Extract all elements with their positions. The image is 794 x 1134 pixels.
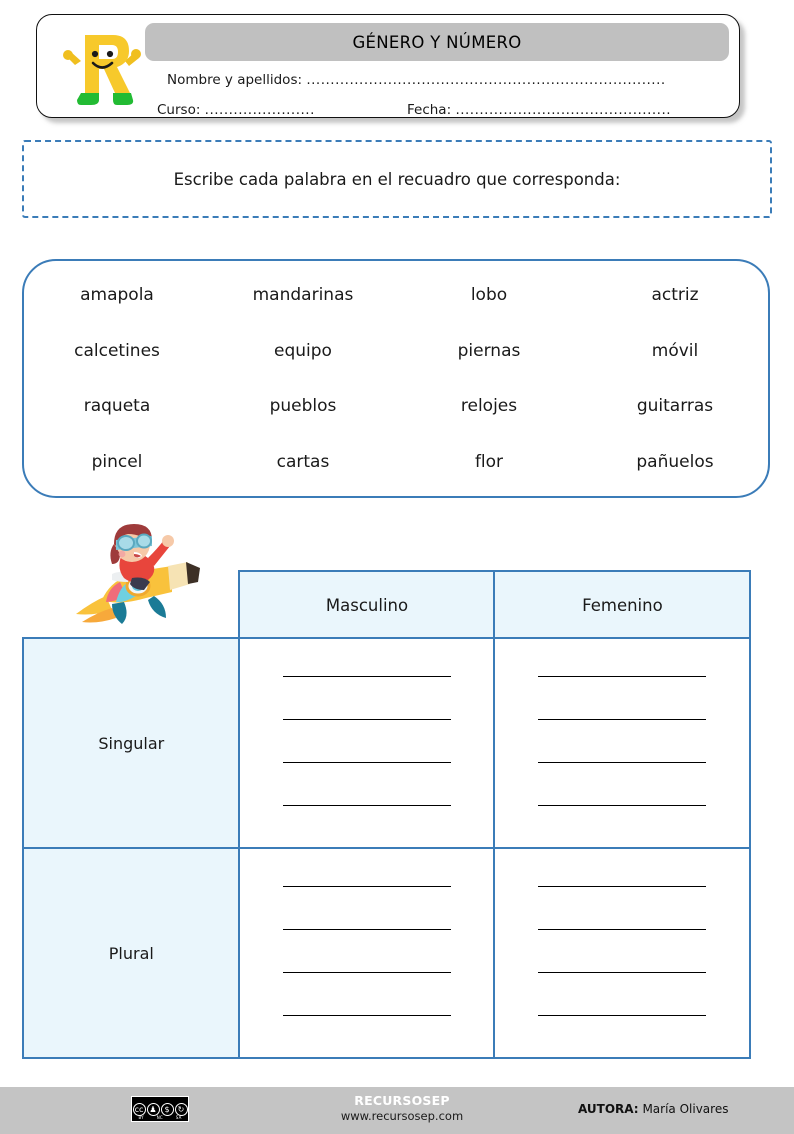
course-dotted-line: ....................... [204,102,315,118]
student-name-field[interactable] [167,72,666,88]
instruction-text: Escribe cada palabra en el recuadro que corresponda: [173,169,621,189]
word-bank-row [24,267,768,323]
word-item[interactable]: actriz [651,284,699,305]
writing-line[interactable] [538,719,706,720]
author-name: María Olivares [642,1102,729,1116]
word-item[interactable]: lobo [470,284,508,305]
writing-line[interactable] [283,972,451,973]
cc-sa-icon: ↻ [175,1103,188,1116]
writing-line[interactable] [283,886,451,887]
brand-url[interactable]: www.recursosep.com [340,1109,464,1123]
word-item[interactable]: pañuelos [636,452,714,473]
table-column-header-masculino [238,570,496,640]
word-item[interactable]: equipo [274,340,332,361]
word-item[interactable]: calcetines [74,340,160,361]
answer-cell-singular-femenino[interactable] [493,637,751,849]
word-bank [22,259,770,498]
writing-line[interactable] [283,1015,451,1016]
table-column-header-femenino [493,570,751,640]
cc-symbol-group [133,1103,188,1116]
cc-by-icon: ♟ [147,1103,160,1116]
table-row-plural [22,847,749,1059]
answer-cell-singular-masculino[interactable] [238,637,496,849]
word-bank-row [24,434,768,490]
cc-letter-nc: NC [156,1115,163,1120]
table-row-singular [22,637,749,849]
word-item[interactable]: guitarras [636,396,714,417]
worksheet-header-card [36,14,740,118]
column-header-label: Masculino [325,595,409,615]
word-item[interactable]: raqueta [83,396,151,417]
word-item[interactable]: pincel [91,452,143,473]
cc-letter-sa: SA [175,1115,182,1120]
cc-icon: cc [133,1103,146,1116]
page-footer [0,1086,794,1134]
writing-line[interactable] [283,676,451,677]
course-label: Curso: [157,102,201,118]
word-item[interactable]: mandarinas [252,284,354,305]
table-row-header-plural [22,847,241,1059]
footer-brand [297,1093,507,1124]
word-item[interactable]: pueblos [269,396,337,417]
word-item[interactable]: amapola [80,284,154,305]
footer-author [578,1102,728,1116]
table-row-header-singular [22,637,241,849]
cc-letter-by: BY [138,1115,144,1120]
instruction-box [22,140,772,218]
writing-line[interactable] [283,929,451,930]
answer-cell-plural-femenino[interactable] [493,847,751,1059]
writing-line[interactable] [538,762,706,763]
answer-cell-plural-masculino[interactable] [238,847,496,1059]
recursosep-letter-r-mascot-icon [55,21,147,113]
worksheet-title-banner [145,23,729,61]
page-title: GÉNERO Y NÚMERO [352,32,522,52]
creative-commons-license-icon[interactable] [131,1096,189,1122]
word-item[interactable]: móvil [651,340,699,361]
student-name-label: Nombre y apellidos: [167,72,303,88]
date-field[interactable] [407,102,671,118]
child-on-pencil-rocket-icon [72,518,200,630]
word-item[interactable]: flor [474,452,504,473]
cc-nc-icon: $ [161,1103,174,1116]
author-label: AUTORA: [578,1102,639,1116]
writing-line[interactable] [538,886,706,887]
word-item[interactable]: cartas [276,452,330,473]
column-header-label: Femenino [582,595,663,615]
writing-line[interactable] [538,929,706,930]
writing-line[interactable] [538,805,706,806]
writing-line[interactable] [538,1015,706,1016]
cc-license-letters [132,1115,188,1120]
word-item[interactable]: piernas [457,340,521,361]
course-field[interactable] [157,102,315,118]
brand-name: RECURSOSEP [354,1093,450,1108]
table-header-row [238,570,749,640]
student-name-dotted-line: ........................................................................... [306,72,666,88]
row-header-label: Plural [108,943,154,963]
writing-line[interactable] [283,805,451,806]
date-dotted-line: ............................................. [455,102,672,118]
writing-line[interactable] [283,719,451,720]
writing-line[interactable] [538,972,706,973]
writing-line[interactable] [283,762,451,763]
word-bank-row [24,379,768,435]
date-label: Fecha: [407,102,452,118]
word-item[interactable]: relojes [460,396,518,417]
writing-line[interactable] [538,676,706,677]
row-header-label: Singular [98,733,165,753]
word-bank-row [24,323,768,379]
